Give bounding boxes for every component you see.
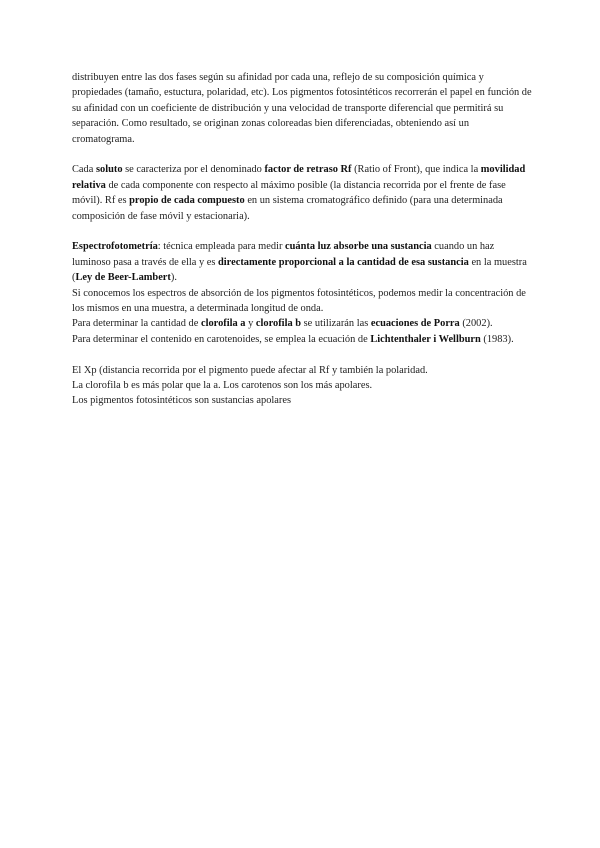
paragraph-chromatography-separation: distribuyen entre las dos fases según su afinidad por cada una, reflejo de su composición química y propiedades (tamaño, estuctura, polaridad, etc). Los pigmentos fotosintéticos recorrerán el papel en función de su afinidad con un coeficiente de distribución y una velocidad de transporte diferencial que permitirá su separación. Como resultado, se originan zonas coloreadas bien diferenciadas, obteniendo así un cromatograma.	[72, 72, 532, 145]
bold-term-soluto: soluto	[95, 164, 123, 176]
text-run: y	[245, 318, 256, 330]
text-run: de cada componente con respecto al máximo posible (la distancia recorrida por el frente de fase móvil). Rf es	[72, 179, 506, 207]
text-run: se caracteriza por el denominado	[122, 164, 265, 176]
paragraph-polarity-note: La clorofila b es más polar que la a. Los carotenos son los más apolares.	[72, 380, 373, 392]
bold-term-clorofila-a: clorofila a	[200, 318, 246, 330]
text-run: en un sistema cromatográfico definido (para una determinada composición de fase móvil y estacionaria).	[72, 195, 503, 222]
text-run: (1983).	[480, 333, 514, 345]
bold-term-cuanta-luz: cuánta luz absorbe una sustancia	[285, 241, 432, 253]
paragraph-xp-note: El Xp (distancia recorrida por el pigmento puede afectar al Rf y también la polaridad.	[72, 364, 428, 376]
text-run: cuando un haz luminoso pasa a través de ella y es	[72, 241, 495, 268]
bold-term-movilidad: movilidad relativa	[72, 164, 526, 191]
bold-term-beer-lambert: Ley de Beer-Lambert	[75, 272, 171, 284]
paragraph-spacer	[72, 147, 532, 162]
bold-term-proporcional: directamente proporcional a la cantidad de esa sustancia	[218, 256, 469, 268]
text-run: : técnica empleada para medir	[157, 241, 286, 253]
text-run: (Ratio of Front), que indica la	[351, 164, 481, 176]
text-run: Para determinar el contenido en carotenoides, se emplea la ecuación de	[72, 333, 371, 345]
bold-term-propio: propio de cada compuesto	[129, 195, 245, 207]
paragraph-chlorophyll	[72, 316, 532, 331]
paragraph-apolar-note: Los pigmentos fotosintéticos son sustancias apolares	[72, 395, 292, 407]
text-run: (2002).	[459, 318, 493, 330]
bold-term-porra: ecuaciones de Porra	[370, 318, 460, 330]
paragraph-spacer	[72, 347, 532, 362]
bold-term-rf: factor de retraso Rf	[264, 164, 352, 176]
bold-term-lichtenthaler: Lichtenthaler i Wellburn	[370, 333, 481, 345]
text-run: se utilizarán las	[301, 318, 371, 330]
text-run: en la muestra (	[72, 256, 527, 284]
paragraph-rf-factor	[72, 162, 532, 224]
paragraph-spacer	[72, 224, 532, 239]
bold-term-espectrofotometria: Espectrofotometría	[72, 241, 158, 253]
text-run: ).	[170, 272, 177, 284]
paragraph-carotenoids	[72, 332, 532, 347]
paragraph-absorption-spectra: Si conocemos los espectros de absorción de los pigmentos fotosintéticos, podemos medir la concentración de los mismos en una muestra, a determinada longitud de onda.	[72, 287, 526, 315]
bold-term-clorofila-b: clorofila b	[255, 318, 302, 330]
text-run: Para determinar la cantidad de	[72, 318, 201, 330]
document-body	[72, 70, 532, 409]
text-run: Cada	[72, 164, 96, 176]
paragraph-spectrophotometry	[72, 239, 532, 285]
